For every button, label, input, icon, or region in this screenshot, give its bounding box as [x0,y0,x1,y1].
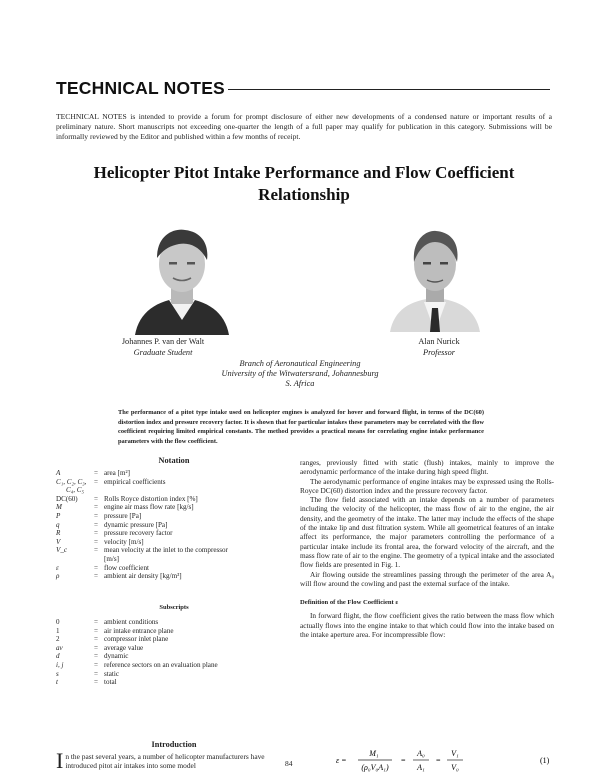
section-title: TECHNICAL NOTES [56,77,225,98]
notation-definition [114,486,296,495]
spacer [104,486,114,495]
paper-title: Helicopter Pitot Intake Performance and Flow Coefficient Relationship [93,163,515,204]
subscript-symbol: 0 [56,618,60,626]
equation-numerator: M₁ [369,749,379,758]
header-rule [228,89,550,91]
notation-row [56,521,296,530]
subscript-definition: reference sectors on an evaluation plane [104,660,218,669]
notation-row [56,512,296,521]
notation-definition: flow coefficient [104,563,149,572]
notation-row [56,546,296,555]
equation-lhs: ε = [336,756,347,765]
author-block-right [364,336,514,358]
author-name: Alan Nurick [418,337,460,346]
notation-definition: Rolls Royce distortion index [%] [104,494,198,503]
equation-denominator: V₀ [451,763,459,772]
equals-sign: = [94,669,99,678]
subscripts-heading: Subscripts [159,604,189,611]
notation-row [56,564,296,573]
subsection-heading: Definition of the Flow Coefficient ε [300,599,399,607]
affiliation-line: Branch of Aeronautical Engineering [239,359,361,368]
notation-row [56,495,296,504]
notation-row [56,529,296,538]
notation-symbol: ε [56,563,59,572]
notation-list [56,469,296,581]
notation-symbol: ρ [56,572,60,581]
equals-sign: = [94,477,99,486]
author-role: Professor [423,348,455,357]
spacer [94,555,104,564]
equation-numerator: V₁ [451,749,459,758]
notation-definition: pressure recovery factor [104,529,173,538]
notation-symbol: M [56,503,62,512]
subscript-symbol: 1 [56,626,60,635]
notation-row [56,478,296,487]
notation-definition: ambient air density [kg/m³] [104,572,182,581]
notation-definition: empirical coefficients [104,477,166,486]
paragraph: ranges, previously fitted with static (flush) intakes, mainly to improve the aerodynamic performance of the intake during high speed flight. [300,458,554,477]
notation-definition: velocity [m/s] [104,537,144,546]
subscript-definition: compressor inlet plane [104,635,169,644]
equals-sign: = [94,635,99,644]
subscript-definition: dynamic [104,652,129,661]
equals-sign: = [94,643,99,652]
subscript-symbol: t [56,678,58,687]
introduction-text [56,748,296,773]
notation-symbol: V_c [56,546,68,555]
subscript-symbol: d [56,652,60,661]
subscript-definition: static [104,669,119,678]
notation-symbol: q [56,520,60,529]
notation-row [56,503,296,512]
equation-1 [330,747,554,773]
notation-symbol: DC(60) [56,494,78,503]
notation-definition: dynamic pressure [Pa] [104,520,168,529]
author-photo-right [388,222,482,332]
equals-sign: = [94,678,99,687]
paragraph: The flow field associated with an intake depends on a number of parameters including the velocity of the helicopter, the mass flow of air to the engine, the air density, and the geometry of the intake. The latter may include the effects of the shape of the intake lip and dust filtration system. While all geometrical features of an intake affect its performance, the major parameters controlling the performance of a particular intake include its frontal area, the forward velocity of the aircraft, and the mass flow rate of air to the engine. The geometry of a typical intake and the associated flow fields are presented in Fig. 1. [300,495,554,570]
notation-symbol: V [56,537,61,546]
equals-sign: = [94,546,99,555]
affiliation [150,359,450,390]
subscript-symbol: av [56,643,63,652]
subscript-row [56,644,296,653]
paragraph: The aerodynamic performance of engine intakes may be expressed using the Rolls-Royce DC(60) distortion index and the pressure recovery factor. [300,476,554,495]
equation-equals: = [436,756,441,765]
equation-number: (1) [540,756,550,765]
notation-symbol: P [56,511,61,520]
subscript-symbol: i, j [56,660,64,669]
equals-sign: = [94,503,99,512]
equals-sign: = [94,563,99,572]
notation-definition: [m/s] [104,554,119,563]
subscript-row [56,627,296,636]
equals-sign: = [94,494,99,503]
equals-sign: = [94,652,99,661]
equals-sign: = [94,618,99,626]
equation-denominator: A₁ [417,763,425,772]
affiliation-line: S. Africa [285,379,315,389]
notation-definition: engine air mass flow rate [kg/s] [104,503,194,512]
notation-row [56,538,296,547]
subscript-definition: air intake entrance plane [104,626,174,635]
page-number: 84 [285,759,293,768]
subscript-definition: average value [104,643,144,652]
equals-sign: = [94,520,99,529]
subscript-row [56,678,296,687]
notation-row [56,555,296,564]
equals-sign: = [94,469,99,477]
equation-equals: = [401,756,406,765]
introduction-body: n the past several years, a number of helicopter manufacturers have introduced pitot air intakes into some model [65,752,265,770]
author-block-left [88,336,238,358]
paragraph: In forward flight, the flow coefficient gives the ratio between the mass flow which actually flows into the engine intake to that which could flow into the intake based on the intake aperture area. For incompressible flow: [300,611,554,640]
drop-cap: I [56,748,64,773]
subscript-row [56,618,296,627]
equals-sign: = [94,529,99,538]
subscript-definition: total [104,678,117,687]
subscripts-list [56,618,296,687]
author-photo-left [127,220,237,335]
equation-denominator: (ρ₀V₀A₁) [361,763,389,772]
paragraph: Air flowing outside the streamlines passing through the perimeter of the area A₀ will flow around the cowling and past the external surface of the intake. [300,569,554,588]
equals-sign: = [94,660,99,669]
notation-symbol [56,555,94,564]
notation-symbol: R [56,529,61,538]
notation-symbol: A [56,469,61,477]
notation-definition: area [m²] [104,469,130,477]
affiliation-line: University of the Witwatersrand, Johannesburg [221,369,379,379]
notation-row [56,469,296,478]
section-intro-note: TECHNICAL NOTES is intended to provide a forum for prompt disclosure of either new developments of a condensed nature or important results of a preliminary nature. Short manuscripts not exceeding one-quarter the length of a full paper may qualify for publication in this category. Submissions will be informally reviewed by the Editor and published within a few months of receipt. [56,112,552,142]
notation-definition: mean velocity at the inlet to the compressor [104,546,228,555]
right-column [300,458,554,639]
abstract: The performance of a pitot type intake used on helicopter engines is analyzed for hover and forward flight, in terms of the DC(60) distortion index and pressure recovery factor. It is shown that for particular intakes these parameters may be correlated with the flow coefficient requiring limited empirical constants. The method provides a practical means for correlating engine intake performance parameters with the flow coefficient. [118,409,484,445]
notation-row [56,486,296,495]
subscript-definition: ambient conditions [104,618,159,626]
subscript-symbol: s [56,669,59,678]
subscript-row [56,635,296,644]
equation-numerator: A₀ [417,749,425,758]
equals-sign: = [94,537,99,546]
notation-symbol: C₁, C₂, C₃, [56,477,87,486]
equals-sign: = [94,626,99,635]
section-header [56,77,550,99]
notation-symbol: C₄, C₅ [66,486,84,495]
introduction-heading: Introduction [151,740,197,749]
notation-row [56,572,296,581]
notation-heading: Notation [158,456,190,465]
subscript-symbol: 2 [56,635,60,644]
notation-definition: pressure [Pa] [104,511,142,520]
equals-sign: = [94,572,99,581]
subscript-row [56,661,296,670]
subscript-row [56,652,296,661]
author-role: Graduate Student [133,348,193,357]
subscript-row [56,670,296,679]
author-name: Johannes P. van der Walt [121,337,205,346]
equals-sign: = [94,511,99,520]
